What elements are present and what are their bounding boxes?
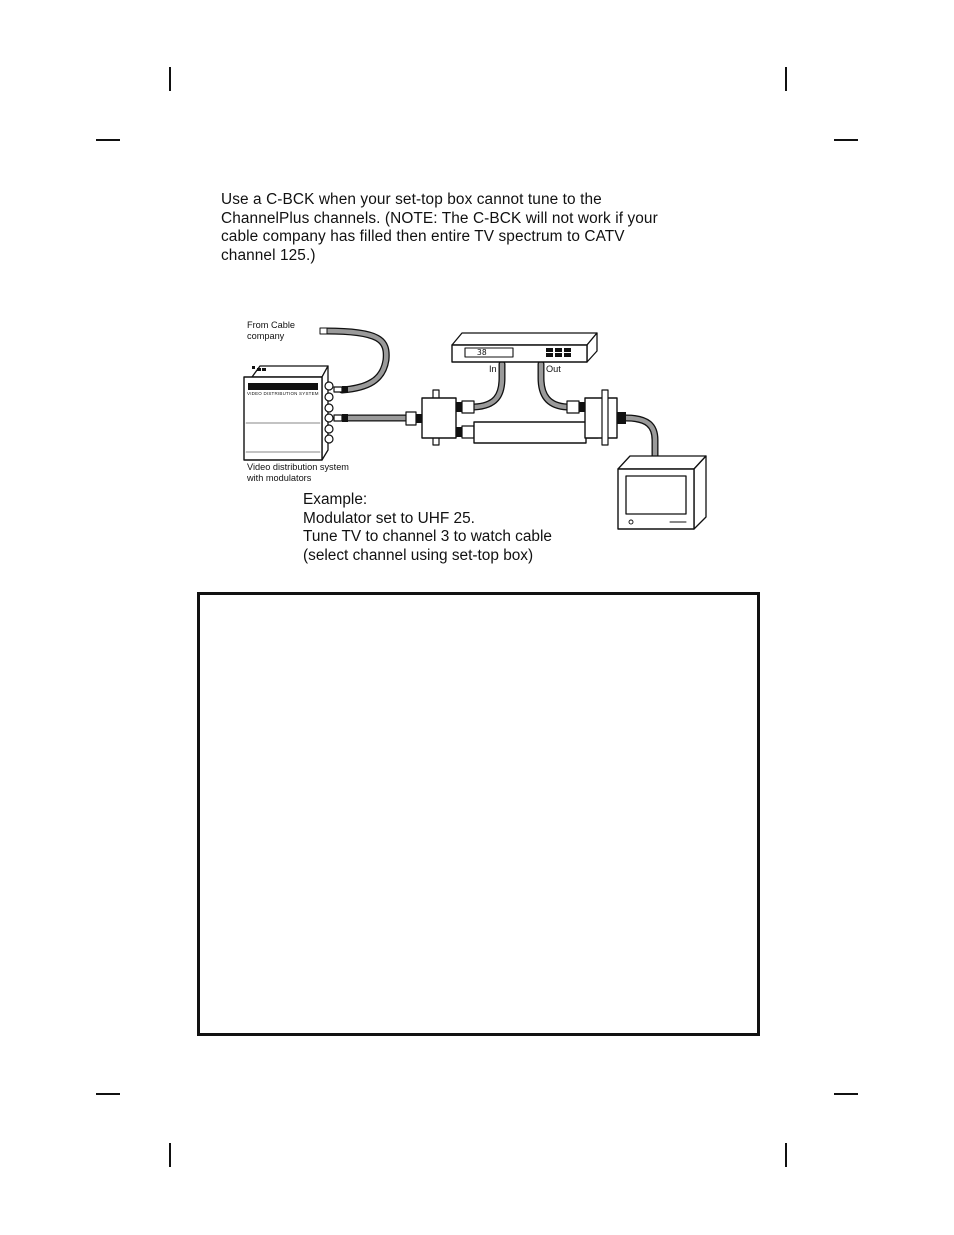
example-line: (select channel using set-top box) [303,546,534,564]
settop-display: 38 [477,347,487,357]
set-top-box [452,333,597,362]
port-out-label: Out [546,364,561,374]
from-cable-line: company [247,330,285,341]
intro-line: Use a C-BCK when your set-top box cannot tune to the [221,191,602,208]
intro-line: cable company has filled then entire TV spectrum to CATV [221,228,625,245]
crop-mark-top-left-vertical [169,67,171,91]
intro-line: ChannelPlus channels. (NOTE: The C-BCK will not work if your [221,209,658,227]
from-cable-label [247,320,295,341]
crop-mark-bottom-left-vertical [169,1143,171,1167]
example-line: Modulator set to UHF 25. [303,509,475,527]
example-line: Tune TV to channel 3 to watch cable [303,528,552,545]
vds-caption-line: with modulators [247,472,312,483]
example-text [303,491,633,565]
vds-caption [247,462,349,483]
crop-mark-bottom-left-horizontal [96,1093,120,1095]
crop-mark-top-left-horizontal [96,139,120,141]
port-in-label: In [489,364,497,374]
incoming-cable-end [320,328,327,334]
crop-mark-top-right-vertical [785,67,787,91]
video-distribution-system [244,366,348,460]
intro-line: channel 125.) [221,246,316,264]
vds-panel-text: VIDEO DISTRIBUTION SYSTEM [247,391,319,396]
vds-caption-line: Video distribution system [247,462,349,472]
empty-notes-box [197,592,760,1036]
left-splitter [406,390,474,445]
c-bck-unit [474,422,586,443]
example-line: Example: [303,491,368,508]
settop-in-cable [474,364,502,407]
crop-mark-top-right-horizontal [834,139,858,141]
from-cable-line: From Cable [247,320,295,330]
crop-mark-bottom-right-horizontal [834,1093,858,1095]
crop-mark-bottom-right-vertical [785,1143,787,1167]
intro-paragraph [221,191,761,265]
